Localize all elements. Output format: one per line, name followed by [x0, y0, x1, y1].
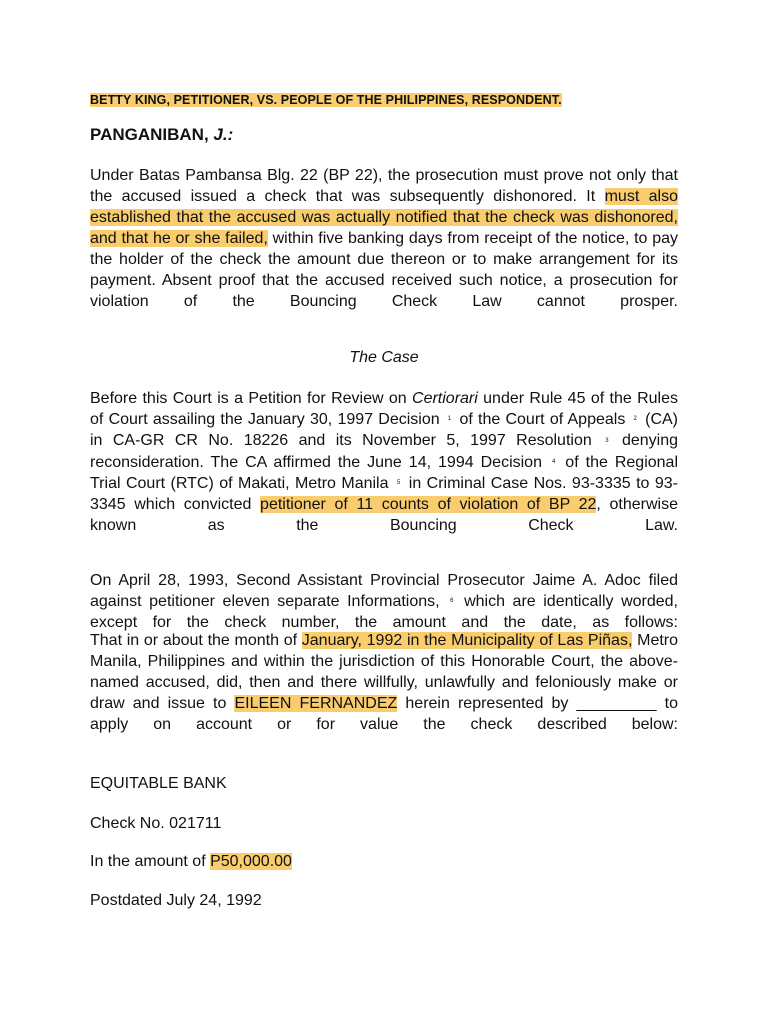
informations-paragraph: On April 28, 1993, Second Assistant Provincial Prosecutor Jaime A. Adoc filed against petitioner eleven separate Informations, 6 which are identically worded, except for the check number, the amount and the date, as follows: — [90, 572, 678, 632]
highlight: must also established that the accused was actually notified that the check was dishonored, and that he or she failed, — [90, 188, 679, 247]
highlight: petitioner of 11 counts of violation of BP 22 — [260, 496, 597, 514]
case-paragraph: Before this Court is a Petition for Review on Certiorari under Rule 45 of the Rules of Court assailing the January 30, 1997 Decision 1 of the Court of Appeals 2 (CA) in CA-GR CR No. 18226 and its November 5, 1997 Resolution 3 denying reconsideration. The CA affirmed the June 14, 1994 Decision 4 of the Regional Trial Court (RTC) of Makati, Metro Manila 5 in Criminal Case Nos. 93-3335 to 93-3345 which convicted petitioner of 11 counts of violation of BP 22, otherwise known as the Bouncing Check Law. — [90, 390, 679, 535]
footnote-ref[interactable]: 6 — [450, 598, 454, 605]
information-text: That in or about the month of January, 1992 in the Municipality of Las Piñas, Metro Manila, Philippines and within the jurisdiction of this Honorable Court, the above-named accused, did, then and there willfully, unlawfully and feloniously make or draw and issue to EILEEN FERNANDEZ herein represented by _________ to apply on account or for value the check described below: — [90, 632, 679, 733]
highlight: January, 1992 in the Municipality of Las Piñas, — [301, 632, 633, 649]
ponente: PANGANIBAN, J.: — [90, 125, 234, 144]
bank-name: EQUITABLE BANK — [90, 775, 227, 792]
footnote-ref[interactable]: 5 — [396, 480, 401, 487]
postdated: Postdated July 24, 1992 — [90, 892, 262, 909]
footnote-ref[interactable]: 4 — [551, 458, 556, 465]
footnote-ref[interactable]: 1 — [447, 416, 452, 423]
check-amount: In the amount of P50,000.00 — [90, 853, 292, 870]
section-heading: The Case — [349, 349, 419, 366]
footnote-ref[interactable]: 3 — [605, 437, 609, 444]
highlight: EILEEN FERNANDEZ — [234, 695, 398, 712]
intro-paragraph: Under Batas Pambansa Blg. 22 (BP 22), the prosecution must prove not only that the accused issued a check that was subsequently dishonored. It must also established that the accused was actually notified that the check was dishonored, and that he or she failed, within five banking days from receipt of the notice, to pay the holder of the check the amount due thereon or to make arrangement for its payment. Absent proof that the accused received such notice, a prosecution for violation of the Bouncing Check Law cannot prosper. — [90, 167, 679, 310]
check-number: Check No. 021711 — [90, 815, 222, 832]
highlight: P50,000.00 — [210, 853, 292, 870]
footnote-ref[interactable]: 2 — [633, 416, 637, 423]
case-title: BETTY KING, PETITIONER, VS. PEOPLE OF THE PHILIPPINES, RESPONDENT. — [90, 93, 562, 107]
